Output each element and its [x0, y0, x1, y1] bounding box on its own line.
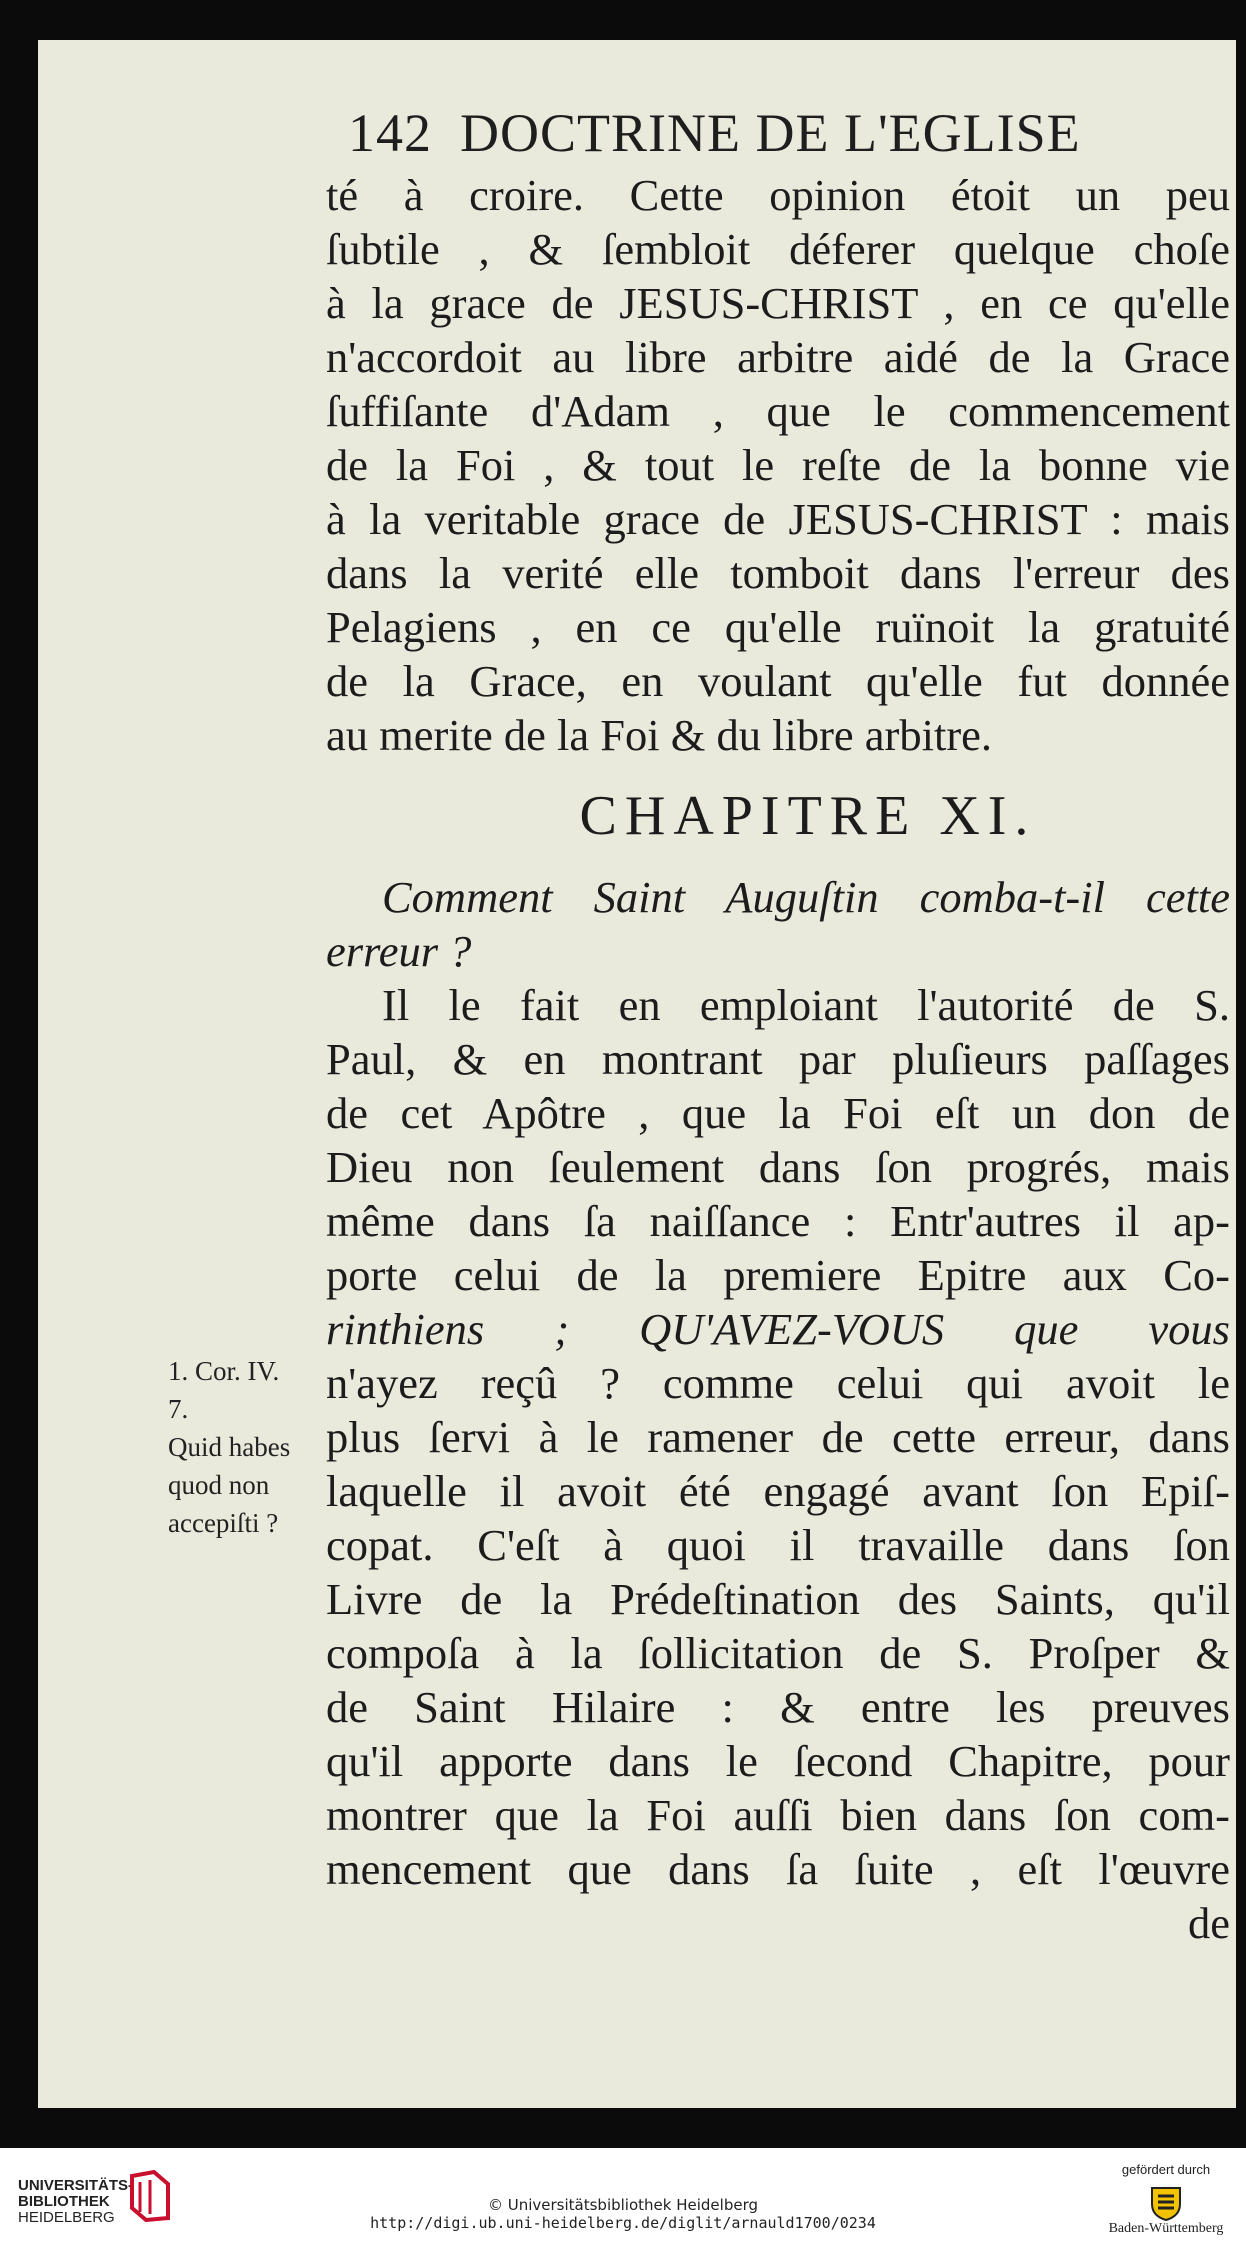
question-line: erreur ? — [326, 926, 472, 976]
body-line: dans la verité elle tomboit dans l'erreur des — [326, 548, 1230, 598]
page-url[interactable]: http://digi.ub.uni-heidelberg.de/diglit/arnauld1700/0234 — [370, 2214, 876, 2232]
margin-note-line: 7. — [168, 1394, 189, 1424]
running-title: DOCTRINE DE L'EGLISE — [460, 103, 1081, 163]
library-name-line: UNIVERSITÄTS- — [18, 2177, 134, 2194]
body-line: té à croire. Cette opinion étoit un peu — [326, 170, 1230, 220]
library-name-line: BIBLIOTHEK — [18, 2193, 110, 2210]
answer-line: Paul, & en montrant par pluſieurs paſſages — [326, 1034, 1230, 1084]
body-line: Pelagiens , en ce qu'elle ruïnoit la gratuité — [326, 602, 1230, 652]
answer-line: Dieu non ſeulement dans ſon progrés, mais — [326, 1142, 1230, 1192]
margin-note-line: Quid habes — [168, 1432, 291, 1462]
body-line: à la grace de JESUS-CHRIST , en ce qu'elle — [326, 278, 1230, 328]
answer-line: montrer que la Foi auſſi bien dans ſon com- — [326, 1790, 1230, 1840]
sponsor-block — [1096, 2162, 1236, 2237]
answer-line: plus ſervi à le ramener de cette erreur, dans — [326, 1412, 1230, 1462]
answer-line: de Saint Hilaire : & entre les preuves — [326, 1682, 1230, 1732]
text-block — [326, 168, 1230, 1950]
answer-line: n'ayez reçû ? comme celui qui avoit le — [326, 1358, 1230, 1408]
sponsor-name: Baden-Württemberg — [1108, 2221, 1224, 2236]
answer-line: mencement que dans ſa ſuite , eſt l'œuvre — [326, 1844, 1230, 1894]
body-line: de la Grace, en voulant qu'elle fut donnée — [326, 656, 1230, 706]
margin-note-line: quod non — [168, 1470, 270, 1500]
body-line: n'accordoit au libre arbitre aidé de la Grace — [326, 332, 1230, 382]
state-crest-icon — [1148, 2184, 1184, 2222]
body-line: à la veritable grace de JESUS-CHRIST : mais — [326, 494, 1230, 544]
catchword: de — [1187, 1898, 1230, 1948]
answer-line: laquelle il avoit été engagé avant ſon Epiſ- — [326, 1466, 1230, 1516]
page-number: 142 — [348, 103, 432, 163]
answer-line: copat. C'eſt à quoi il travaille dans ſon — [326, 1520, 1230, 1570]
question-line: Comment Saint Auguſtin comba-t-il cette — [382, 872, 1230, 922]
body-line: ſuffiſante d'Adam , que le commencement — [326, 386, 1230, 436]
margin-note — [168, 1352, 358, 1542]
body-line: ſubtile , & ſembloit déferer quelque choſe — [326, 224, 1230, 274]
running-header — [348, 102, 1208, 164]
copyright-text: © Universitätsbibliothek Heidelberg — [487, 2196, 758, 2214]
library-name-line: HEIDELBERG — [18, 2209, 115, 2226]
answer-line: Livre de la Prédeſtination des Saints, qu'il — [326, 1574, 1230, 1624]
answer-line: porte celui de la premiere Epitre aux Co- — [326, 1250, 1230, 1300]
book-page — [38, 40, 1236, 2108]
body-line: au merite de la Foi & du libre arbitre. — [326, 710, 993, 760]
body-line: de la Foi , & tout le reſte de la bonne vie — [326, 440, 1230, 490]
answer-line: rinthiens ; QU'AVEZ-VOUS que vous — [326, 1304, 1230, 1354]
margin-note-line: accepiſti ? — [168, 1508, 279, 1538]
sponsor-label: gefördert durch — [1121, 2162, 1211, 2177]
answer-line: même dans ſa naiſſance : Entr'autres il ap- — [326, 1196, 1230, 1246]
footer-bar — [0, 2148, 1246, 2241]
margin-note-line: 1. Cor. IV. — [168, 1356, 280, 1386]
answer-line: qu'il apporte dans le ſecond Chapitre, pour — [326, 1736, 1230, 1786]
copyright-block — [0, 2193, 1246, 2232]
answer-line: compoſa à la ſollicitation de S. Proſper & — [326, 1628, 1230, 1678]
answer-line: de cet Apôtre , que la Foi eſt un don de — [326, 1088, 1230, 1138]
answer-line: Il le fait en emploiant l'autorité de S. — [382, 980, 1230, 1030]
chapter-title: CHAPITRE XI. — [579, 785, 1037, 847]
